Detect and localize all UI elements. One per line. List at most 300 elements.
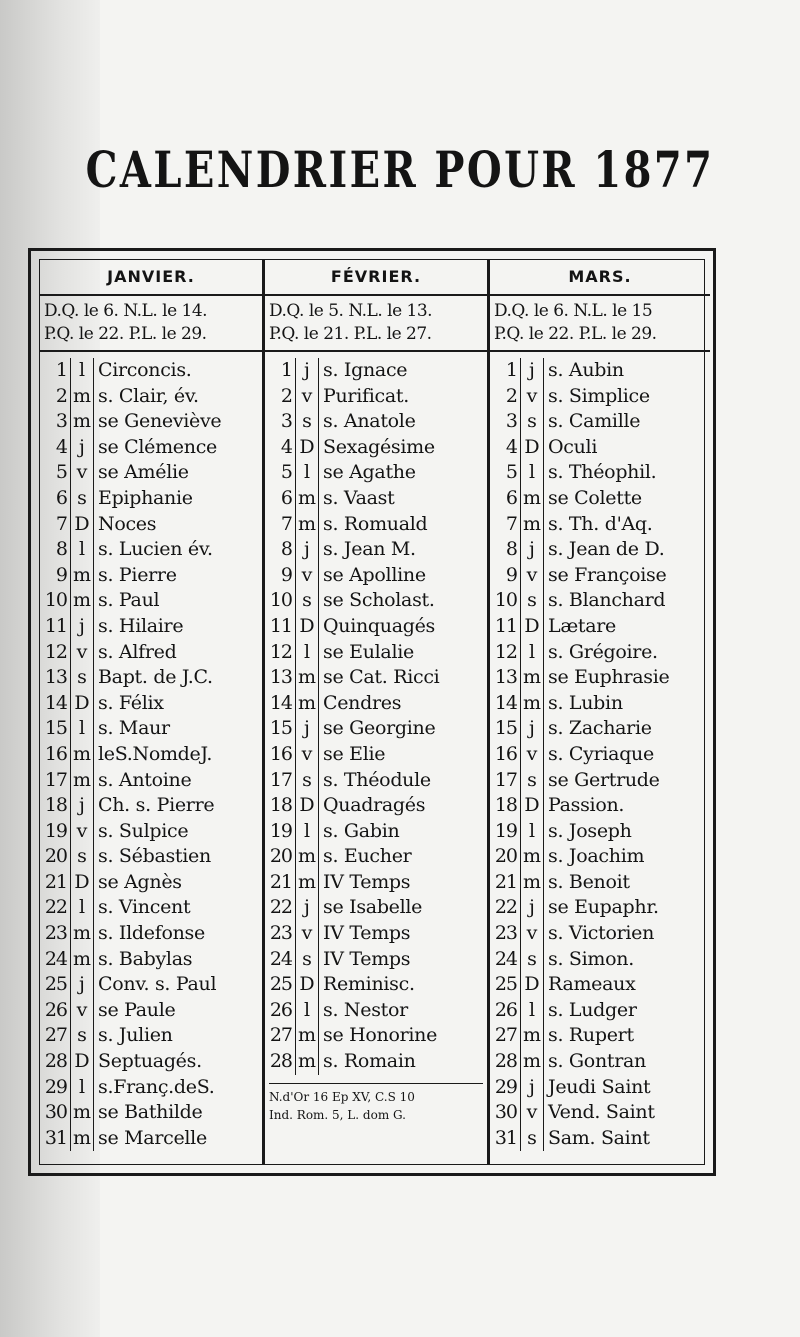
day-number: 31: [494, 1126, 517, 1149]
moon-phases: [40, 296, 262, 352]
day-row: [265, 358, 487, 384]
moon-line-1: D.Q. le 5. N.L. le 13.: [269, 301, 433, 321]
day-weekday: m: [520, 512, 544, 538]
day-weekday: D: [295, 614, 319, 640]
day-number: 3: [55, 410, 67, 433]
day-weekday: m: [70, 588, 94, 614]
day-number: 25: [44, 973, 67, 996]
day-weekday: l: [70, 537, 94, 563]
day-number: 3: [280, 410, 292, 433]
day-row: [490, 716, 710, 742]
day-saint: s. Julien: [98, 1024, 173, 1047]
day-saint: s. Sulpice: [98, 819, 189, 842]
day-row: [490, 588, 710, 614]
day-number: 14: [494, 691, 517, 714]
day-weekday: l: [295, 460, 319, 486]
day-saint: s. Lubin: [548, 691, 623, 714]
moon-line-2: P.Q. le 22. P.L. le 29.: [44, 324, 207, 344]
day-row: [265, 819, 487, 845]
day-row: [265, 614, 487, 640]
day-row: [490, 1100, 710, 1126]
day-saint: Quadragés: [323, 794, 426, 817]
day-weekday: s: [520, 768, 544, 794]
day-weekday: s: [295, 768, 319, 794]
day-row: [40, 691, 262, 717]
day-saint: s. Alfred: [98, 640, 177, 663]
day-saint: Purificat.: [323, 384, 409, 407]
month-column-janvier: [40, 260, 262, 1164]
day-row: [40, 409, 262, 435]
day-saint: s. Théophil.: [548, 461, 657, 484]
day-weekday: v: [70, 819, 94, 845]
day-row: [490, 384, 710, 410]
day-saint: s. Romuald: [323, 512, 428, 535]
day-row: [265, 793, 487, 819]
day-row: [490, 563, 710, 589]
day-number: 13: [494, 666, 517, 689]
day-number: 2: [505, 384, 517, 407]
day-saint: s. Ignace: [323, 359, 408, 381]
day-row: [40, 460, 262, 486]
day-row: [265, 716, 487, 742]
day-row: [40, 588, 262, 614]
moon-line-2: P.Q. le 22. P.L. le 29.: [494, 324, 657, 344]
day-weekday: l: [70, 895, 94, 921]
day-row: [40, 640, 262, 666]
day-number: 15: [494, 717, 517, 740]
day-number: 8: [505, 538, 517, 561]
day-number: 18: [44, 794, 67, 817]
day-number: 20: [269, 845, 292, 868]
day-number: 19: [269, 819, 292, 842]
day-weekday: j: [70, 972, 94, 998]
day-saint: Noces: [98, 512, 157, 535]
day-weekday: m: [520, 844, 544, 870]
day-weekday: l: [520, 998, 544, 1024]
day-saint: se Clémence: [98, 435, 217, 458]
day-weekday: m: [70, 742, 94, 768]
month-column-fevrier: [262, 260, 487, 1164]
day-saint: se Bathilde: [98, 1101, 203, 1124]
day-weekday: l: [70, 716, 94, 742]
day-number: 11: [269, 614, 292, 637]
day-weekday: m: [295, 691, 319, 717]
day-number: 19: [44, 819, 67, 842]
day-row: [490, 665, 710, 691]
day-number: 11: [494, 614, 517, 637]
day-saint: s. Camille: [548, 410, 641, 433]
day-row: [40, 895, 262, 921]
day-saint: s. Eucher: [323, 845, 412, 868]
moon-phases: [490, 296, 710, 352]
day-list: [40, 352, 262, 1151]
day-row: [490, 819, 710, 845]
day-saint: s. Th. d'Aq.: [548, 512, 653, 535]
day-saint: IV Temps: [323, 922, 411, 945]
day-weekday: l: [70, 1075, 94, 1101]
day-row: [265, 563, 487, 589]
day-number: 20: [494, 845, 517, 868]
day-weekday: m: [520, 1049, 544, 1075]
day-weekday: j: [295, 537, 319, 563]
day-number: 9: [280, 563, 292, 586]
day-saint: se Honorine: [323, 1024, 438, 1047]
day-saint: s. Simplice: [548, 384, 650, 407]
day-number: 15: [269, 717, 292, 740]
day-number: 13: [44, 666, 67, 689]
day-row: [490, 460, 710, 486]
day-weekday: m: [70, 1100, 94, 1126]
day-saint: s. Aubin: [548, 359, 624, 381]
day-list: [265, 352, 487, 1075]
day-weekday: D: [295, 435, 319, 461]
day-saint: se Elie: [323, 742, 386, 765]
day-saint: Sam. Saint: [548, 1126, 650, 1149]
day-number: 7: [505, 512, 517, 535]
day-saint: s. Romain: [323, 1050, 416, 1073]
day-row: [490, 640, 710, 666]
day-number: 3: [505, 410, 517, 433]
day-row: [490, 358, 710, 384]
day-number: 10: [269, 589, 292, 612]
day-row: [40, 563, 262, 589]
day-saint: Sexagésime: [323, 435, 435, 458]
day-saint: s. Ludger: [548, 998, 637, 1021]
day-row: [265, 998, 487, 1024]
day-number: 28: [269, 1050, 292, 1073]
day-number: 1: [280, 359, 292, 381]
day-row: [265, 1049, 487, 1075]
day-row: [265, 1023, 487, 1049]
day-number: 26: [44, 998, 67, 1021]
day-saint: se Françoise: [548, 563, 667, 586]
day-number: 27: [44, 1024, 67, 1047]
day-number: 29: [494, 1075, 517, 1098]
day-number: 27: [269, 1024, 292, 1047]
day-weekday: l: [520, 819, 544, 845]
day-saint: s. Antoine: [98, 768, 192, 791]
day-weekday: m: [295, 665, 319, 691]
day-saint: Jeudi Saint: [548, 1075, 651, 1098]
day-saint: s. Vincent: [98, 896, 191, 919]
day-saint: se Gertrude: [548, 768, 660, 791]
day-weekday: m: [295, 1049, 319, 1075]
day-row: [265, 921, 487, 947]
day-weekday: j: [295, 716, 319, 742]
day-weekday: m: [70, 768, 94, 794]
calendar-inner-frame: [39, 259, 705, 1165]
day-saint: s. Nestor: [323, 998, 408, 1021]
day-row: [40, 512, 262, 538]
day-row: [40, 665, 262, 691]
day-number: 5: [280, 461, 292, 484]
day-saint: se Geneviève: [98, 410, 222, 433]
day-number: 14: [269, 691, 292, 714]
day-row: [40, 998, 262, 1024]
day-weekday: m: [70, 409, 94, 435]
month-name: FÉVRIER.: [265, 260, 487, 296]
day-weekday: l: [70, 358, 94, 384]
day-row: [490, 691, 710, 717]
day-row: [40, 972, 262, 998]
day-row: [265, 947, 487, 973]
moon-phases: [265, 296, 487, 352]
day-number: 17: [44, 768, 67, 791]
day-number: 25: [494, 973, 517, 996]
day-weekday: m: [295, 1023, 319, 1049]
day-saint: Septuagés.: [98, 1050, 202, 1073]
day-saint: se Eupaphr.: [548, 896, 659, 919]
day-weekday: j: [520, 895, 544, 921]
day-row: [40, 793, 262, 819]
day-row: [40, 742, 262, 768]
day-weekday: m: [295, 870, 319, 896]
day-saint: se Paule: [98, 998, 176, 1021]
day-weekday: s: [70, 486, 94, 512]
day-weekday: j: [295, 358, 319, 384]
day-weekday: j: [70, 614, 94, 640]
day-weekday: D: [70, 870, 94, 896]
day-weekday: D: [70, 1049, 94, 1075]
day-number: 21: [494, 870, 517, 893]
day-saint: s. Gontran: [548, 1050, 646, 1073]
day-saint: leS.NomdeJ.: [98, 742, 213, 765]
day-saint: s. Ildefonse: [98, 922, 205, 945]
day-number: 4: [280, 435, 292, 458]
day-row: [490, 1049, 710, 1075]
day-row: [265, 742, 487, 768]
day-saint: se Agathe: [323, 461, 416, 484]
day-number: 13: [269, 666, 292, 689]
day-weekday: j: [520, 1075, 544, 1101]
day-number: 16: [494, 742, 517, 765]
day-saint: Oculi: [548, 435, 598, 458]
day-saint: s. Félix: [98, 691, 164, 714]
day-row: [490, 435, 710, 461]
day-weekday: v: [295, 563, 319, 589]
day-weekday: l: [295, 640, 319, 666]
day-number: 22: [269, 896, 292, 919]
day-weekday: m: [70, 384, 94, 410]
day-saint: s. Paul: [98, 589, 160, 612]
day-weekday: l: [520, 640, 544, 666]
day-saint: Passion.: [548, 794, 625, 817]
day-weekday: l: [295, 998, 319, 1024]
day-number: 5: [55, 461, 67, 484]
day-saint: se Georgine: [323, 717, 436, 740]
day-weekday: s: [70, 1023, 94, 1049]
day-number: 24: [269, 947, 292, 970]
day-number: 7: [280, 512, 292, 535]
day-row: [40, 1049, 262, 1075]
day-saint: s. Clair, év.: [98, 384, 199, 407]
day-weekday: s: [520, 1126, 544, 1152]
day-saint: s. Théodule: [323, 768, 431, 791]
day-weekday: m: [520, 665, 544, 691]
day-weekday: v: [70, 460, 94, 486]
day-saint: Reminisc.: [323, 973, 415, 996]
day-saint: s. Vaast: [323, 486, 395, 509]
day-saint: s. Babylas: [98, 947, 193, 970]
day-number: 2: [280, 384, 292, 407]
day-number: 8: [280, 538, 292, 561]
day-number: 27: [494, 1024, 517, 1047]
day-row: [265, 384, 487, 410]
day-weekday: s: [70, 844, 94, 870]
day-row: [40, 384, 262, 410]
day-row: [490, 537, 710, 563]
day-row: [265, 844, 487, 870]
day-row: [490, 947, 710, 973]
day-row: [40, 921, 262, 947]
day-number: 17: [494, 768, 517, 791]
day-row: [265, 512, 487, 538]
day-number: 6: [280, 486, 292, 509]
day-saint: se Colette: [548, 486, 642, 509]
day-saint: s. Victorien: [548, 922, 655, 945]
day-saint: Vend. Saint: [548, 1101, 655, 1124]
day-saint: se Isabelle: [323, 896, 423, 919]
day-weekday: v: [295, 742, 319, 768]
day-row: [490, 1126, 710, 1152]
day-row: [265, 665, 487, 691]
day-saint: s. Sébastien: [98, 845, 211, 868]
day-number: 16: [44, 742, 67, 765]
calendar-frame: [28, 248, 716, 1176]
day-number: 2: [55, 384, 67, 407]
day-weekday: j: [520, 716, 544, 742]
day-saint: s. Joseph: [548, 819, 632, 842]
day-saint: se Marcelle: [98, 1126, 207, 1149]
day-row: [265, 460, 487, 486]
day-number: 22: [44, 896, 67, 919]
day-saint: Ch. s. Pierre: [98, 794, 215, 817]
day-saint: s.Franç.deS.: [98, 1075, 215, 1098]
day-saint: s. Anatole: [323, 410, 416, 433]
day-saint: s. Blanchard: [548, 589, 666, 612]
day-row: [40, 844, 262, 870]
day-row: [265, 972, 487, 998]
day-number: 7: [55, 512, 67, 535]
day-row: [490, 921, 710, 947]
day-number: 12: [494, 640, 517, 663]
day-row: [265, 537, 487, 563]
day-weekday: m: [70, 563, 94, 589]
day-number: 10: [494, 589, 517, 612]
day-number: 12: [269, 640, 292, 663]
day-number: 28: [494, 1050, 517, 1073]
day-saint: se Agnès: [98, 870, 182, 893]
day-weekday: l: [520, 460, 544, 486]
day-row: [265, 409, 487, 435]
day-number: 22: [494, 896, 517, 919]
day-weekday: D: [295, 793, 319, 819]
day-row: [265, 768, 487, 794]
day-weekday: D: [520, 435, 544, 461]
moon-line-2: P.Q. le 21. P.L. le 27.: [269, 324, 432, 344]
day-number: 17: [269, 768, 292, 791]
day-number: 31: [44, 1126, 67, 1149]
day-weekday: D: [520, 614, 544, 640]
day-row: [40, 947, 262, 973]
day-weekday: m: [520, 870, 544, 896]
day-weekday: v: [520, 384, 544, 410]
day-weekday: D: [520, 972, 544, 998]
day-number: 12: [44, 640, 67, 663]
page-title: CALENDRIER POUR 1877: [85, 140, 715, 199]
day-weekday: s: [295, 409, 319, 435]
day-number: 14: [44, 691, 67, 714]
day-row: [265, 870, 487, 896]
day-row: [490, 768, 710, 794]
day-row: [490, 870, 710, 896]
day-number: 18: [494, 794, 517, 817]
day-number: 30: [44, 1101, 67, 1124]
day-number: 6: [55, 486, 67, 509]
day-saint: s. Benoit: [548, 870, 630, 893]
day-saint: s. Pierre: [98, 563, 177, 586]
computus-line-2: Ind. Rom. 5, L. dom G.: [269, 1107, 406, 1122]
day-number: 24: [44, 947, 67, 970]
day-row: [40, 1075, 262, 1101]
day-weekday: j: [520, 537, 544, 563]
day-number: 28: [44, 1050, 67, 1073]
day-saint: s. Jean M.: [323, 538, 416, 561]
day-weekday: m: [295, 512, 319, 538]
month-name: JANVIER.: [40, 260, 262, 296]
day-weekday: v: [70, 998, 94, 1024]
day-number: 23: [44, 922, 67, 945]
day-number: 4: [55, 435, 67, 458]
day-weekday: s: [70, 665, 94, 691]
day-saint: Conv. s. Paul: [98, 973, 217, 996]
day-row: [40, 1126, 262, 1152]
day-weekday: D: [520, 793, 544, 819]
day-row: [40, 537, 262, 563]
day-saint: se Amélie: [98, 461, 189, 484]
day-row: [490, 742, 710, 768]
day-number: 21: [269, 870, 292, 893]
day-number: 26: [269, 998, 292, 1021]
day-weekday: v: [70, 640, 94, 666]
day-row: [490, 1075, 710, 1101]
day-row: [265, 640, 487, 666]
day-number: 26: [494, 998, 517, 1021]
day-number: 1: [55, 359, 67, 381]
day-number: 15: [44, 717, 67, 740]
day-weekday: s: [520, 588, 544, 614]
day-saint: Circoncis.: [98, 359, 192, 381]
day-row: [490, 512, 710, 538]
day-row: [40, 486, 262, 512]
day-saint: s. Gabin: [323, 819, 400, 842]
day-weekday: v: [520, 1100, 544, 1126]
day-number: 29: [44, 1075, 67, 1098]
computus-note: [269, 1083, 483, 1124]
day-weekday: s: [295, 947, 319, 973]
day-row: [40, 768, 262, 794]
day-weekday: m: [70, 921, 94, 947]
day-number: 19: [494, 819, 517, 842]
day-weekday: j: [70, 435, 94, 461]
day-row: [490, 409, 710, 435]
day-number: 16: [269, 742, 292, 765]
day-weekday: v: [295, 384, 319, 410]
day-weekday: D: [70, 512, 94, 538]
day-weekday: s: [520, 409, 544, 435]
day-weekday: m: [70, 1126, 94, 1152]
day-number: 6: [505, 486, 517, 509]
